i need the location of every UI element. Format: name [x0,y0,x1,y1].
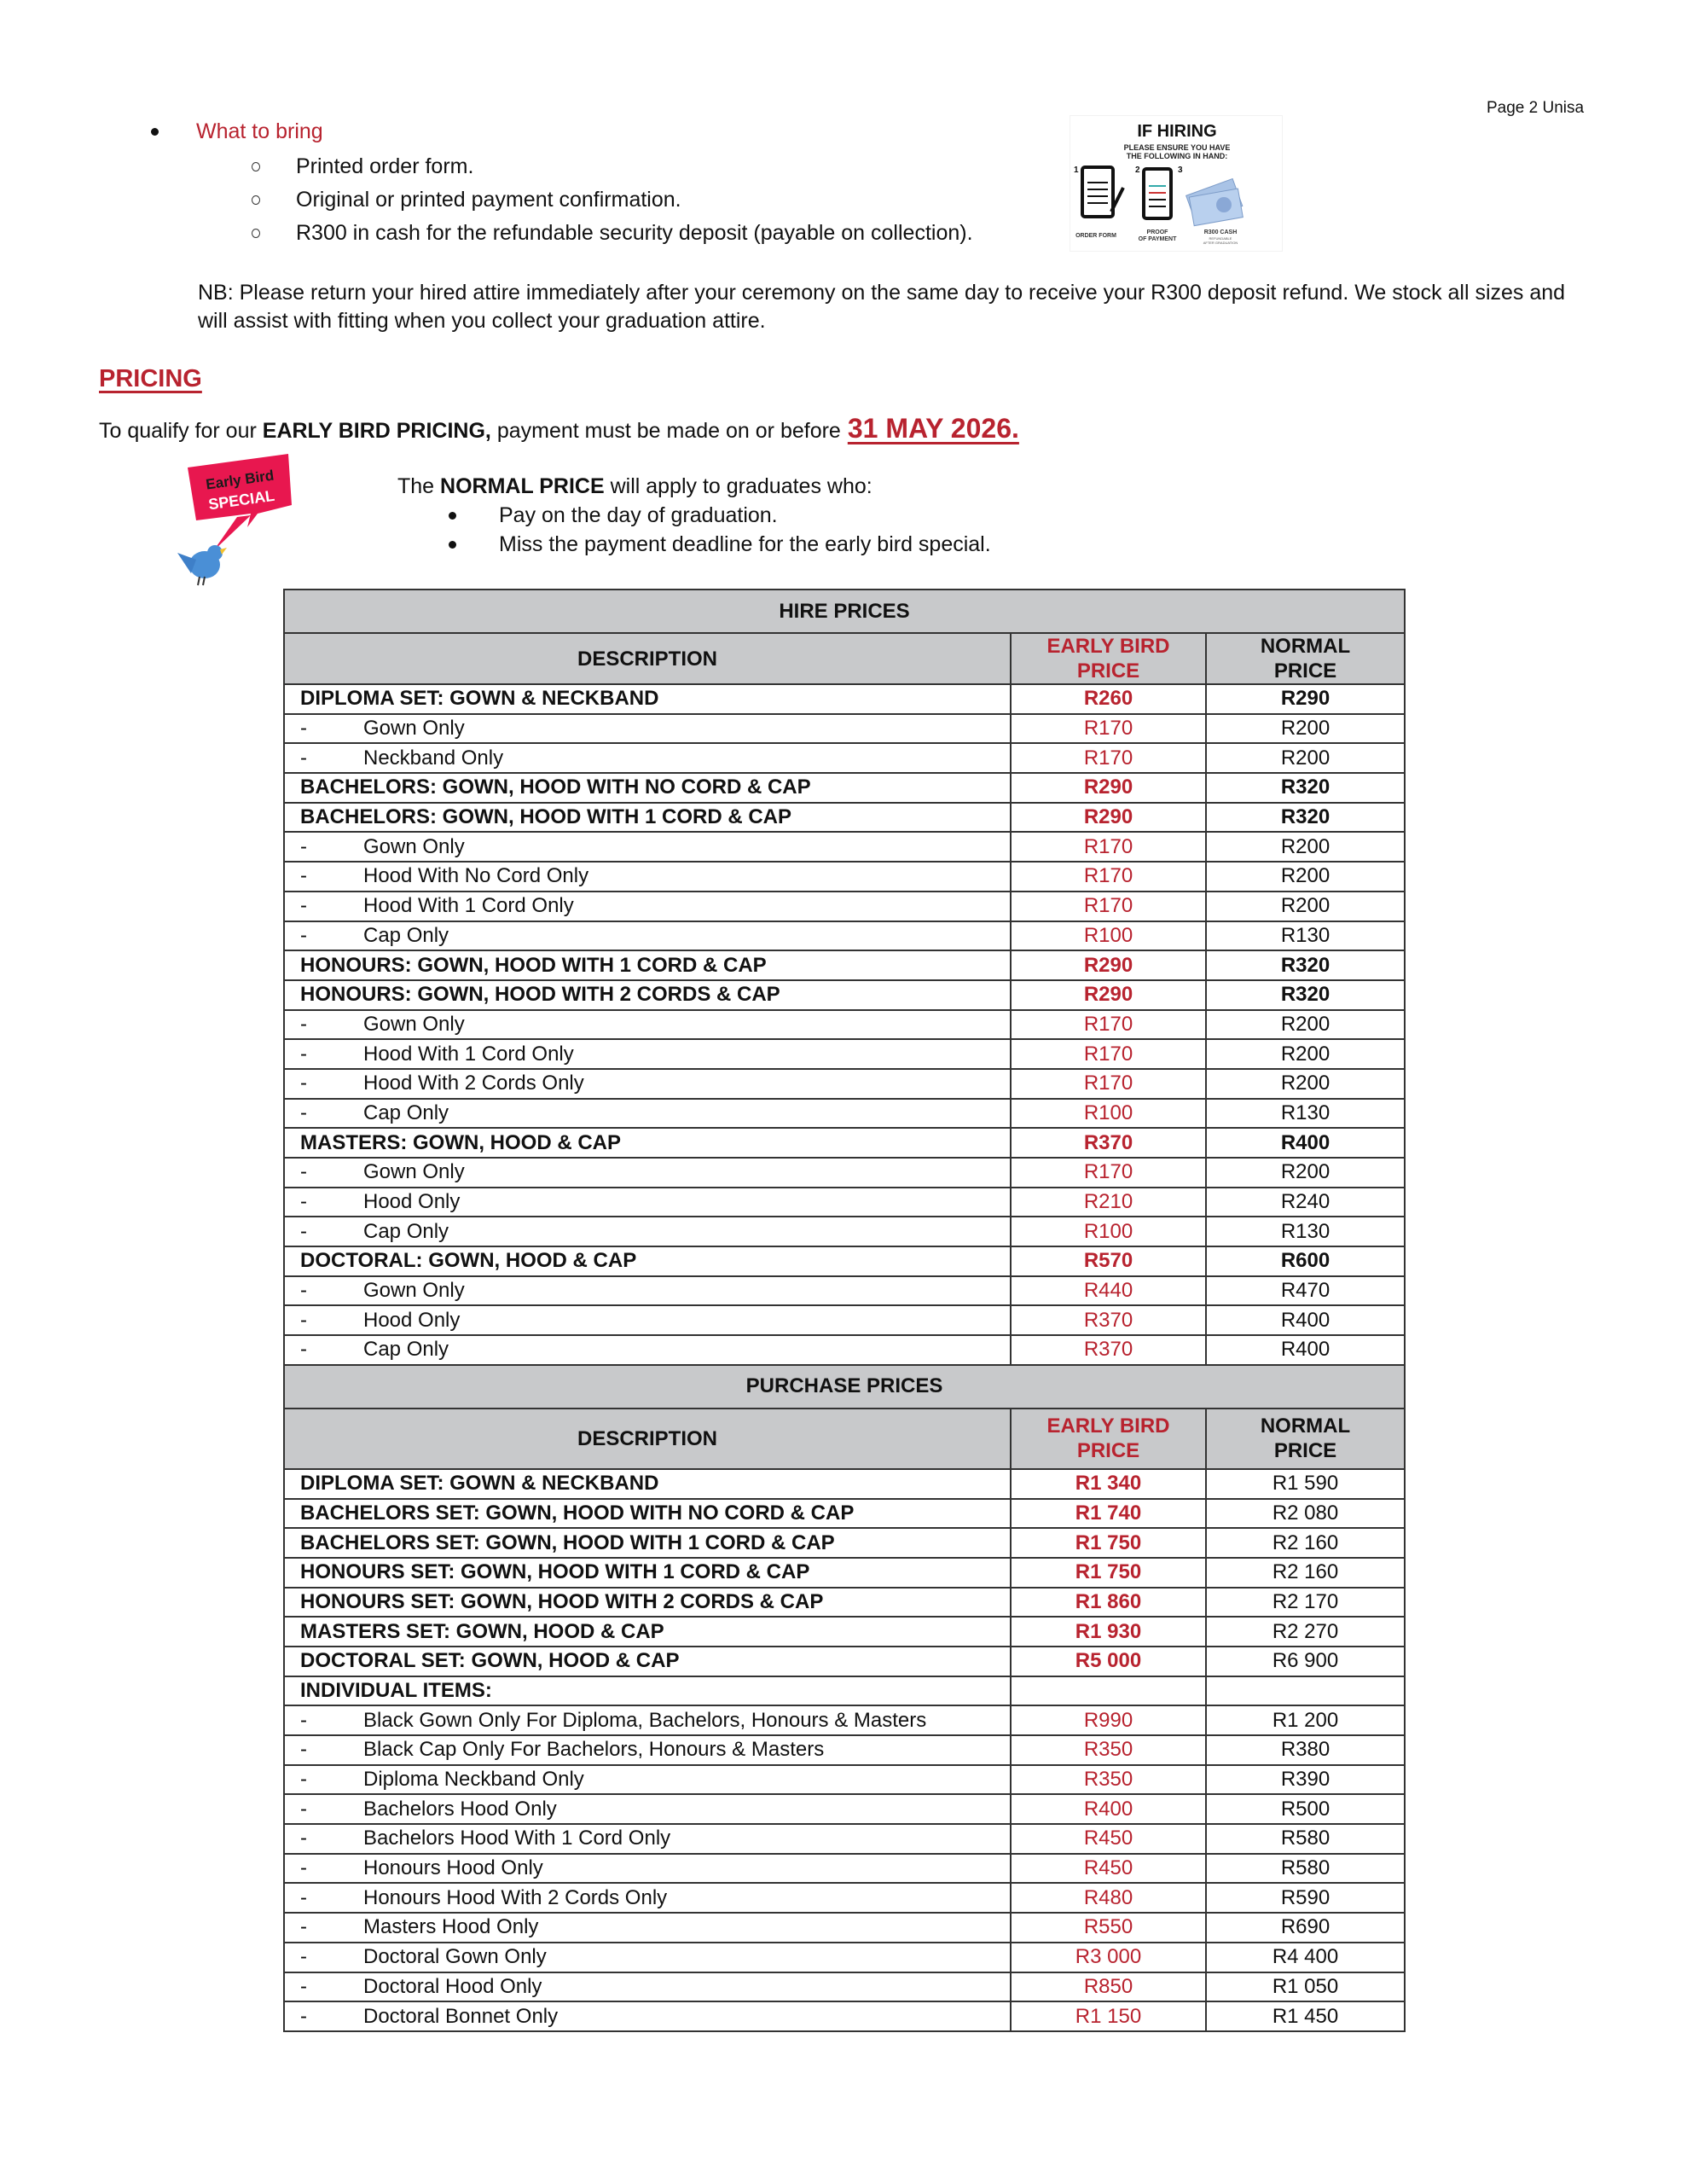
table-row [284,1765,1405,1795]
normal-price: R2 270 [1206,1617,1405,1647]
table-row [284,1705,1405,1735]
early-bird-price: R290 [1011,803,1206,833]
table-row [284,1469,1405,1499]
normal-price: R130 [1206,1099,1405,1129]
svg-text:Early Bird: Early Bird [205,467,275,493]
table-row [284,1188,1405,1217]
row-description: - Cap Only [284,1099,1011,1129]
normal-price: R390 [1206,1765,1405,1795]
svg-text:R300 CASH: R300 CASH [1203,229,1238,235]
description-header: DESCRIPTION [284,633,1011,684]
table-row [284,1128,1405,1158]
table-row [284,1913,1405,1943]
table-row [284,832,1405,862]
row-description: - Gown Only [284,832,1011,862]
list-item: Original or printed payment confirmation. [249,183,973,217]
table-row [284,892,1405,921]
list-item: R300 in cash for the refundable security deposit (payable on collection). [249,217,973,250]
table-row [284,1069,1405,1099]
svg-text:OF PAYMENT: OF PAYMENT [1138,236,1177,242]
table-row [284,1854,1405,1884]
row-description: - Cap Only [284,921,1011,951]
row-description: BACHELORS SET: GOWN, HOOD WITH 1 CORD & CAP [284,1528,1011,1558]
normal-price: R380 [1206,1735,1405,1765]
table-row [284,1943,1405,1972]
svg-text:IF HIRING: IF HIRING [1137,122,1217,141]
table-row [284,1972,1405,2002]
early-bird-price: R480 [1011,1883,1206,1913]
early-bird-price: R170 [1011,714,1206,744]
bullet-icon [449,512,456,520]
hire-column-header-row [284,633,1405,684]
row-description: - Bachelors Hood With 1 Cord Only [284,1824,1011,1854]
row-description: DIPLOMA SET: GOWN & NECKBAND [284,684,1011,714]
row-description: MASTERS: GOWN, HOOD & CAP [284,1128,1011,1158]
table-row [284,1099,1405,1129]
early-bird-price: R450 [1011,1854,1206,1884]
table-row [284,921,1405,951]
normal-price: R580 [1206,1854,1405,1884]
svg-text:ORDER FORM: ORDER FORM [1075,233,1116,239]
early-bird-price: R450 [1011,1824,1206,1854]
normal-price-header: NORMAL PRICE [1206,1409,1405,1469]
normal-price: R2 160 [1206,1558,1405,1588]
circle-bullet-icon [252,162,260,171]
table-row [284,1676,1405,1706]
row-description: DOCTORAL: GOWN, HOOD & CAP [284,1246,1011,1276]
normal-price: R2 170 [1206,1588,1405,1618]
svg-text:SPECIAL: SPECIAL [207,486,276,514]
early-bird-price [1011,1676,1206,1706]
normal-price: R290 [1206,684,1405,714]
early-bird-price: R290 [1011,980,1206,1010]
early-bird-price: R1 150 [1011,2001,1206,2031]
table-row [284,1039,1405,1069]
row-description: BACHELORS: GOWN, HOOD WITH NO CORD & CAP [284,773,1011,803]
svg-text:2: 2 [1135,166,1140,175]
normal-price: R4 400 [1206,1943,1405,1972]
purchase-prices-title: PURCHASE PRICES [284,1365,1405,1409]
early-bird-price: R100 [1011,1099,1206,1129]
row-description: - Black Gown Only For Diploma, Bachelors, Honours & Masters [284,1705,1011,1735]
normal-price: R320 [1206,803,1405,833]
hire-prices-title-row [284,590,1405,633]
early-bird-price: R1 860 [1011,1588,1206,1618]
normal-price: R130 [1206,921,1405,951]
normal-price [1206,1676,1405,1706]
row-description: - Neckband Only [284,743,1011,773]
table-row [284,714,1405,744]
early-bird-price: R1 930 [1011,1617,1206,1647]
row-description: INDIVIDUAL ITEMS: [284,1676,1011,1706]
early-bird-price: R370 [1011,1335,1206,1365]
svg-text:3: 3 [1178,166,1183,175]
row-description: - Diploma Neckband Only [284,1765,1011,1795]
list-item: Pay on the day of graduation. [449,501,991,530]
description-header: DESCRIPTION [284,1409,1011,1469]
early-bird-price: R440 [1011,1276,1206,1306]
table-row [284,1558,1405,1588]
what-to-bring-section [145,117,973,250]
table-row [284,862,1405,892]
row-description: HONOURS: GOWN, HOOD WITH 2 CORDS & CAP [284,980,1011,1010]
early-bird-icon [162,452,299,589]
normal-price: R1 200 [1206,1705,1405,1735]
row-description: DOCTORAL SET: GOWN, HOOD & CAP [284,1647,1011,1676]
if-hiring-infographic [1070,115,1283,252]
early-bird-price: R170 [1011,832,1206,862]
page-label: Page 2 Unisa [1487,99,1585,117]
early-bird-price: R370 [1011,1128,1206,1158]
what-to-bring-list [249,150,973,250]
bullet-icon [449,541,456,549]
early-bird-price: R990 [1011,1705,1206,1735]
early-bird-qualify-text: To qualify for our EARLY BIRD PRICING, payment must be made on or before 31 MAY 2026. [99,413,1019,444]
table-row [284,1158,1405,1188]
early-bird-price: R3 000 [1011,1943,1206,1972]
table-row [284,1499,1405,1529]
row-description: BACHELORS SET: GOWN, HOOD WITH NO CORD & CAP [284,1499,1011,1529]
early-bird-price: R260 [1011,684,1206,714]
normal-price: R200 [1206,1039,1405,1069]
row-description: - Doctoral Hood Only [284,1972,1011,2002]
table-row [284,1276,1405,1306]
early-bird-price: R350 [1011,1765,1206,1795]
table-row [284,1647,1405,1676]
normal-price: R240 [1206,1188,1405,1217]
row-description: - Honours Hood Only [284,1854,1011,1884]
row-description: - Gown Only [284,1010,1011,1040]
table-row [284,743,1405,773]
early-bird-price: R1 750 [1011,1528,1206,1558]
early-bird-price: R170 [1011,862,1206,892]
row-description: - Hood With 2 Cords Only [284,1069,1011,1099]
normal-price: R130 [1206,1217,1405,1246]
svg-text:THE FOLLOWING IN HAND:: THE FOLLOWING IN HAND: [1126,152,1228,160]
row-description: - Gown Only [284,714,1011,744]
normal-price: R500 [1206,1794,1405,1824]
row-description: BACHELORS: GOWN, HOOD WITH 1 CORD & CAP [284,803,1011,833]
normal-price: R1 050 [1206,1972,1405,2002]
normal-price: R580 [1206,1824,1405,1854]
row-description: - Hood Only [284,1188,1011,1217]
normal-price-conditions: The NORMAL PRICE will apply to graduates who: Pay on the day of graduation. Miss the payment deadline for the early bird special. [397,472,991,559]
normal-price: R200 [1206,1069,1405,1099]
row-description: - Hood Only [284,1305,1011,1335]
early-bird-price: R100 [1011,1217,1206,1246]
early-bird-price: R1 750 [1011,1558,1206,1588]
early-bird-price: R1 340 [1011,1469,1206,1499]
row-description: - Honours Hood With 2 Cords Only [284,1883,1011,1913]
table-row [284,1735,1405,1765]
normal-price: R690 [1206,1913,1405,1943]
early-bird-price: R170 [1011,892,1206,921]
row-description: - Bachelors Hood Only [284,1794,1011,1824]
early-bird-price: R170 [1011,1039,1206,1069]
early-bird-price: R400 [1011,1794,1206,1824]
table-row [284,684,1405,714]
if-hiring-image-icon [1070,116,1284,253]
normal-price: R200 [1206,892,1405,921]
early-bird-price-header: EARLY BIRD PRICE [1011,1409,1206,1469]
bullet-icon [151,128,159,136]
normal-price: R320 [1206,980,1405,1010]
normal-price: R200 [1206,714,1405,744]
early-bird-price: R550 [1011,1913,1206,1943]
svg-text:PROOF: PROOF [1146,229,1168,235]
early-bird-special-badge [162,452,299,589]
row-description: MASTERS SET: GOWN, HOOD & CAP [284,1617,1011,1647]
early-bird-price: R170 [1011,1069,1206,1099]
table-row [284,980,1405,1010]
row-description: DIPLOMA SET: GOWN & NECKBAND [284,1469,1011,1499]
normal-price: R2 080 [1206,1499,1405,1529]
svg-text:AFTER GRADUATION: AFTER GRADUATION [1203,241,1238,245]
normal-price: R320 [1206,773,1405,803]
normal-price: R200 [1206,862,1405,892]
row-description: - Hood With No Cord Only [284,862,1011,892]
purchase-column-header-row [284,1409,1405,1469]
normal-price: R400 [1206,1335,1405,1365]
normal-price-header: NORMAL PRICE [1206,633,1405,684]
normal-price: R200 [1206,1010,1405,1040]
row-description: - Hood With 1 Cord Only [284,1039,1011,1069]
normal-price: R400 [1206,1305,1405,1335]
row-description: - Gown Only [284,1276,1011,1306]
early-bird-price: R170 [1011,743,1206,773]
early-bird-price: R290 [1011,950,1206,980]
normal-price: R1 450 [1206,2001,1405,2031]
deadline-date: 31 MAY 2026. [847,413,1019,444]
early-bird-price: R100 [1011,921,1206,951]
nb-note: NB: Please return your hired attire immediately after your ceremony on the same day to receive your R300 deposit refund. We stock all sizes and will assist with fitting when you collect your graduation attire. [198,281,1566,333]
row-description: - Hood With 1 Cord Only [284,892,1011,921]
list-item: Printed order form. [249,150,973,183]
table-row [284,1246,1405,1276]
row-description: HONOURS: GOWN, HOOD WITH 1 CORD & CAP [284,950,1011,980]
svg-text:PLEASE ENSURE YOU HAVE: PLEASE ENSURE YOU HAVE [1123,143,1231,152]
circle-bullet-icon [252,229,260,238]
early-bird-price-header: EARLY BIRD PRICE [1011,633,1206,684]
hire-prices-title: HIRE PRICES [284,590,1405,633]
table-row [284,1824,1405,1854]
row-description: - Black Cap Only For Bachelors, Honours & Masters [284,1735,1011,1765]
table-row [284,803,1405,833]
row-description: - Gown Only [284,1158,1011,1188]
table-row [284,1528,1405,1558]
early-bird-price: R290 [1011,773,1206,803]
normal-price: R200 [1206,832,1405,862]
table-row [284,1588,1405,1618]
table-row [284,2001,1405,2031]
early-bird-price: R570 [1011,1246,1206,1276]
price-table [283,589,1406,2032]
normal-price: R200 [1206,743,1405,773]
row-description: - Masters Hood Only [284,1913,1011,1943]
pricing-heading: PRICING [99,365,202,392]
normal-price: R320 [1206,950,1405,980]
table-row [284,1217,1405,1246]
normal-price: R400 [1206,1128,1405,1158]
what-to-bring-title: What to bring [196,119,323,143]
normal-price: R470 [1206,1276,1405,1306]
normal-price: R1 590 [1206,1469,1405,1499]
normal-price: R2 160 [1206,1528,1405,1558]
table-row [284,950,1405,980]
early-bird-price: R850 [1011,1972,1206,2002]
row-description: - Cap Only [284,1335,1011,1365]
purchase-prices-title-row [284,1365,1405,1409]
table-row [284,1617,1405,1647]
row-description: HONOURS SET: GOWN, HOOD WITH 2 CORDS & CAP [284,1588,1011,1618]
row-description: - Doctoral Gown Only [284,1943,1011,1972]
normal-price: R590 [1206,1883,1405,1913]
normal-price: R6 900 [1206,1647,1405,1676]
circle-bullet-icon [252,195,260,205]
early-bird-price: R1 740 [1011,1499,1206,1529]
table-row [284,773,1405,803]
table-row [284,1305,1405,1335]
svg-text:REFUNDABLE: REFUNDABLE [1209,236,1232,241]
table-row [284,1335,1405,1365]
early-bird-price: R5 000 [1011,1647,1206,1676]
row-description: HONOURS SET: GOWN, HOOD WITH 1 CORD & CAP [284,1558,1011,1588]
svg-text:1: 1 [1074,166,1079,175]
early-bird-price: R210 [1011,1188,1206,1217]
early-bird-price: R170 [1011,1010,1206,1040]
early-bird-price: R350 [1011,1735,1206,1765]
early-bird-price: R170 [1011,1158,1206,1188]
early-bird-price: R370 [1011,1305,1206,1335]
table-row [284,1010,1405,1040]
normal-price: R200 [1206,1158,1405,1188]
row-description: - Doctoral Bonnet Only [284,2001,1011,2031]
row-description: - Cap Only [284,1217,1011,1246]
list-item: Miss the payment deadline for the early bird special. [449,530,991,559]
table-row [284,1794,1405,1824]
normal-price: R600 [1206,1246,1405,1276]
table-row [284,1883,1405,1913]
